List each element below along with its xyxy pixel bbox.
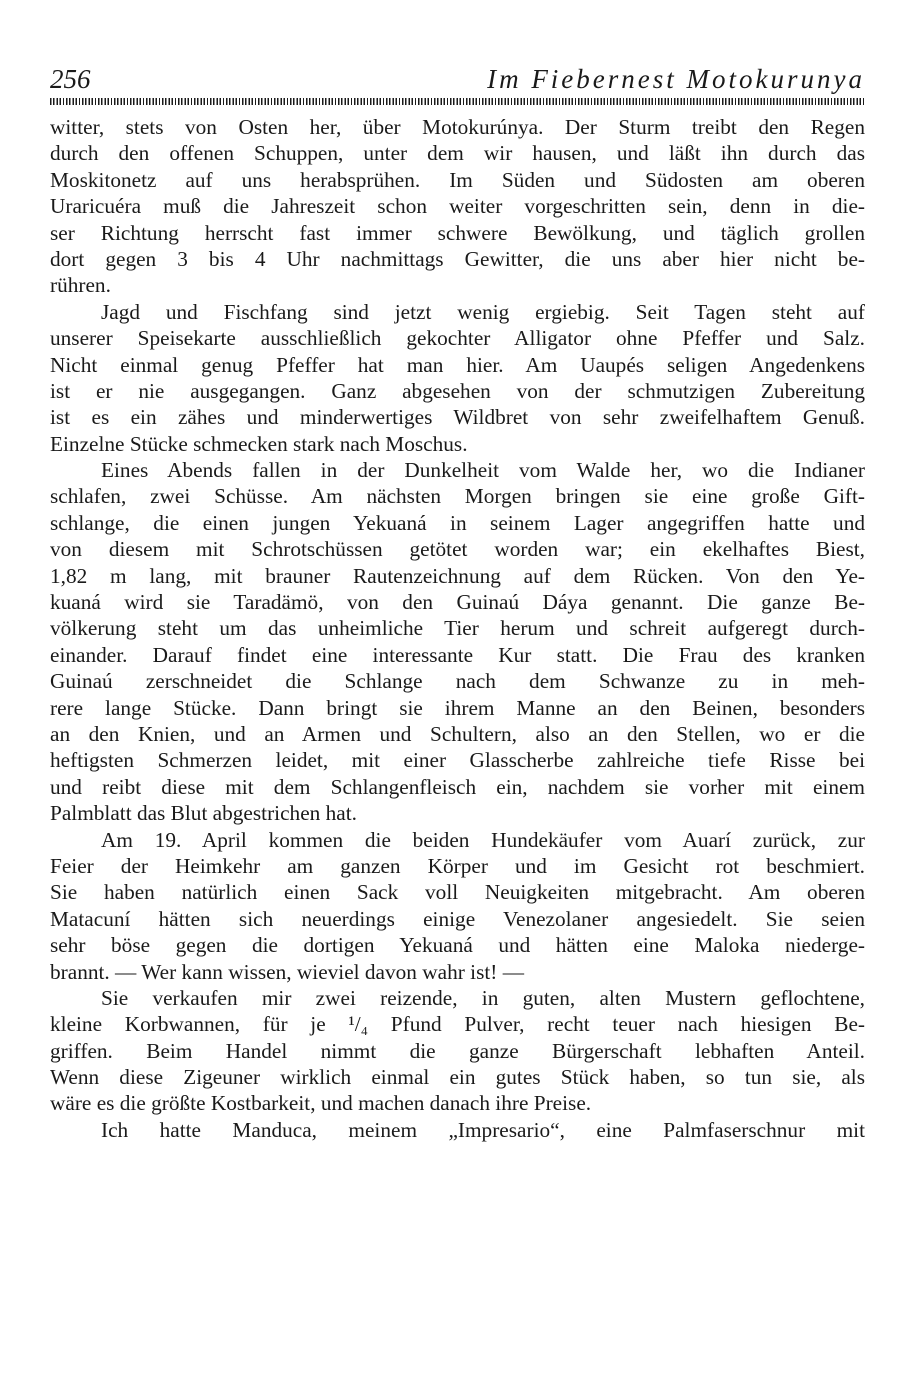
text-line: durch den offenen Schuppen, unter dem wir hausen, und läßt ihn durch das	[50, 141, 865, 166]
text-line: Palmblatt das Blut abgestrichen hat.	[50, 801, 357, 826]
text-line: ser Richtung herrscht fast immer schwere Bewölkung, und täglich grollen	[50, 220, 865, 245]
text-line: Ich hatte Manduca, meinem „Impresario“, eine Palmfaserschnur mit	[101, 1117, 865, 1142]
text-line: völkerung steht um das unheimliche Tier herum und schreit aufgeregt durch-	[50, 616, 865, 641]
text-line: brannt. — Wer kann wissen, wieviel davon wahr ist! —	[50, 959, 525, 984]
text-line: Guinaú zerschneidet die Schlange nach dem Schwanze zu in meh-	[50, 669, 865, 694]
text-line: wäre es die größte Kostbarkeit, und machen danach ihre Preise.	[50, 1091, 592, 1116]
text-line: Einzelne Stücke schmecken stark nach Moschus.	[50, 431, 468, 456]
text-line: ist es ein zähes und minderwertiges Wildbret von sehr zweifelhaftem Genuß.	[50, 405, 865, 430]
text-line: dort gegen 3 bis 4 Uhr nachmittags Gewitter, die uns aber hier nicht be-	[50, 246, 865, 271]
text-line: kuaná wird sie Taradämö, von den Guinaú Dáya genannt. Die ganze Be-	[50, 590, 865, 615]
text-line: Sie verkaufen mir zwei reizende, in guten, alten Mustern geflochtene,	[101, 985, 865, 1010]
text-line: sehr böse gegen die dortigen Yekuaná und hätten eine Maloka niederge-	[50, 933, 865, 958]
text-line: schlange, die einen jungen Yekuaná in seinem Lager angegriffen hatte und	[50, 510, 865, 535]
text-line: Am 19. April kommen die beiden Hundekäufer vom Auarí zurück, zur	[101, 827, 865, 852]
text-line: heftigsten Schmerzen leidet, mit einer Glasscherbe zahlreiche tiefe Risse bei	[50, 748, 865, 773]
book-page	[50, 62, 865, 1143]
text-line: rühren.	[50, 273, 111, 298]
text-line: Uraricuéra muß die Jahreszeit schon weiter vorgeschritten sein, denn in die-	[50, 194, 865, 219]
text-line: Wenn diese Zigeuner wirklich einmal ein gutes Stück haben, so tun sie, als	[50, 1065, 865, 1090]
text-line: witter, stets von Osten her, über Motokurúnya. Der Sturm treibt den Regen	[50, 115, 865, 139]
page-header	[50, 62, 865, 96]
text-line: Eines Abends fallen in der Dunkelheit vom Walde her, wo die Indianer	[101, 458, 865, 483]
text-line: Moskitonetz auf uns herabsprühen. Im Süden und Südosten am oberen	[50, 167, 865, 192]
header-rule	[50, 98, 865, 105]
text-line: ist er nie ausgegangen. Ganz abgesehen von der schmutzigen Zubereitung	[50, 378, 865, 403]
text-line: schlafen, zwei Schüsse. Am nächsten Morgen bringen sie eine große Gift-	[50, 484, 865, 509]
text-line: unserer Speisekarte ausschließlich gekochter Alligator ohne Pfeffer und Salz.	[50, 326, 865, 351]
body-text	[50, 114, 865, 1143]
text-line: 1,82 m lang, mit brauner Rautenzeichnung auf dem Rücken. Von den Ye-	[50, 563, 865, 588]
text-line: einander. Darauf findet eine interessante Kur statt. Die Frau des kranken	[50, 642, 865, 667]
text-line: kleine Korbwannen, für je ¹/₄ Pfund Pulver, recht teuer nach hiesigen Be-	[50, 1012, 865, 1037]
text-line: an den Knien, und an Armen und Schultern, also an den Stellen, wo er die	[50, 721, 865, 746]
text-line: Feier der Heimkehr am ganzen Körper und im Gesicht rot beschmiert.	[50, 853, 865, 878]
running-title: Im Fiebernest Motokurunya	[487, 64, 865, 94]
text-line: rere lange Stücke. Dann bringt sie ihrem Manne an den Beinen, besonders	[50, 695, 865, 720]
text-line: und reibt diese mit dem Schlangenfleisch ein, nachdem sie vorher mit einem	[50, 774, 865, 799]
text-line: Matacuní hätten sich neuerdings einige Venezolaner angesiedelt. Sie seien	[50, 906, 865, 931]
text-line: Jagd und Fischfang sind jetzt wenig ergiebig. Seit Tagen steht auf	[101, 299, 865, 324]
page-number: 256	[50, 64, 91, 94]
text-line: von diesem mit Schrotschüssen getötet worden war; ein ekelhaftes Biest,	[50, 537, 865, 562]
text-line: Sie haben natürlich einen Sack voll Neuigkeiten mitgebracht. Am oberen	[50, 880, 865, 905]
text-line: Nicht einmal genug Pfeffer hat man hier. Am Uaupés seligen Angedenkens	[50, 352, 865, 377]
text-line: griffen. Beim Handel nimmt die ganze Bürgerschaft lebhaften Anteil.	[50, 1038, 865, 1063]
